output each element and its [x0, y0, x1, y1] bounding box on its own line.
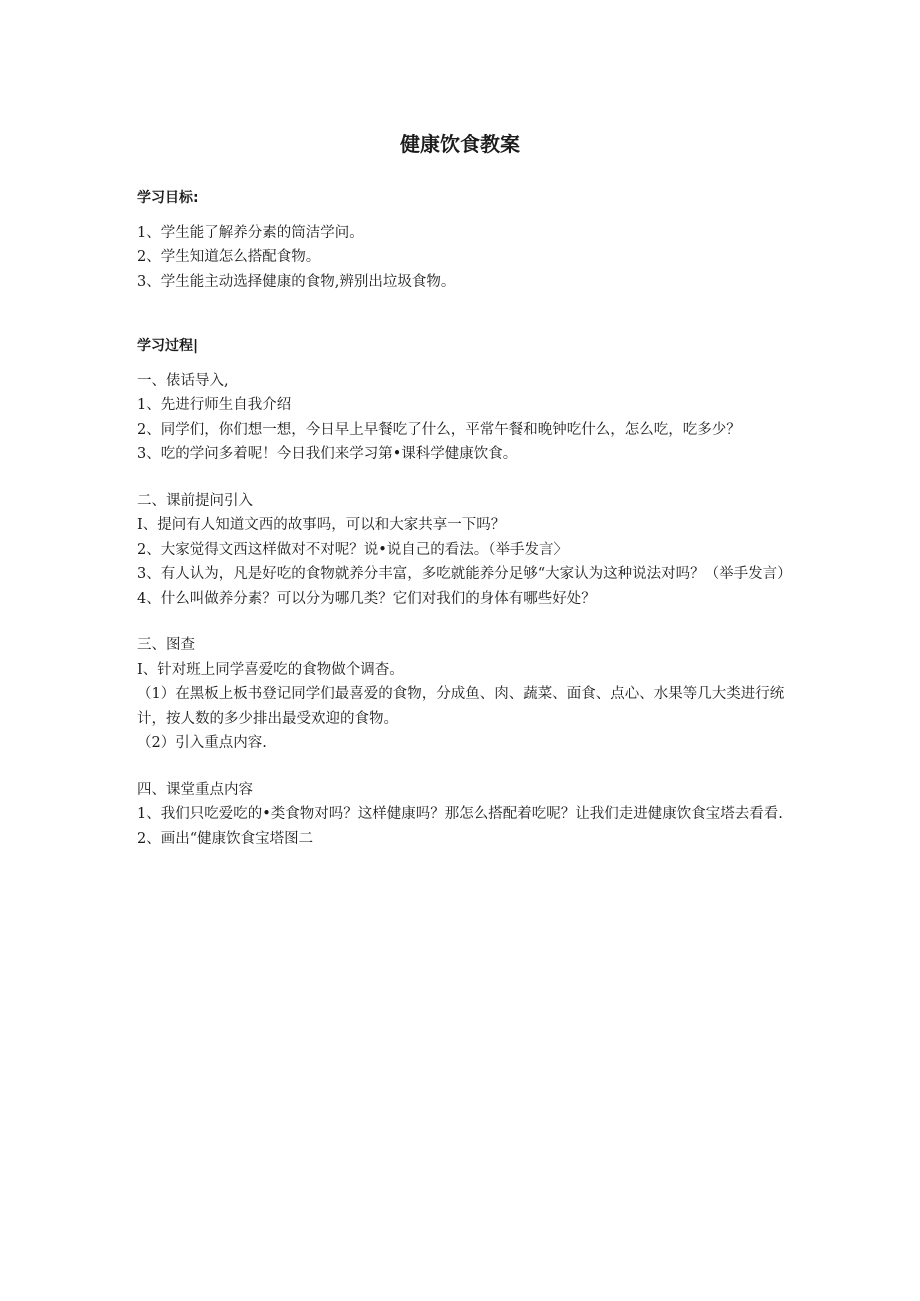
objective-item: 2、学生知道怎么搭配食物。 [137, 249, 321, 265]
section-line: 4、什么叫做养分素？可以分为哪几类？它们对我们的身体有哪些好处？ [137, 590, 596, 607]
objective-item: 3、学生能主动选择健康的食物,辨别出垃圾食物。 [137, 273, 456, 290]
section-line: 1、先进行师生自我介绍 [137, 397, 292, 413]
section-line: I、提问有人知道文西的故事吗，可以和大家共享一下吗？ [137, 517, 506, 533]
section-title: 四、课堂重点内容 [137, 781, 253, 798]
section-title: 二、课前提问引入 [137, 492, 253, 509]
section-line: （1）在黑板上板书登记同学们最喜爱的食物，分成鱼、肉、蔬菜、面食、点心、水果等几大类进行统计，按人数的多少排出最受欢迎的食物。 [137, 686, 785, 727]
section-key-content [137, 778, 787, 852]
section-questions [137, 489, 792, 612]
section-line: 2、画出“健康饮食宝塔图二 [137, 830, 314, 847]
section-line: 1、我们只吃爱吃的•类食物对吗？这样健康吗？那怎么搭配着吃呢？让我们走进健康饮食宝塔去看看. [137, 806, 783, 822]
section-survey [137, 633, 787, 756]
document-body [137, 186, 792, 851]
section-line: 3、有人认为，凡是好吃的食物就养分丰富，多吃就能养分足够“大家认为这种说法对吗？（举手发言） [137, 566, 792, 582]
process-heading: 学习过程| [137, 338, 199, 354]
document-title: 健康饮食教案 [400, 132, 520, 156]
objectives-heading: 学习目标: [137, 190, 199, 206]
section-title: 一、俵话导入, [137, 372, 229, 389]
section-line: （2）引入重点内容. [137, 735, 267, 751]
section-line: 2、同学们，你们想一想，今日早上早餐吃了什么，平常午餐和晚钟吃什么，怎么吃，吃多少？ [137, 421, 741, 438]
section-line: I、针对班上同学喜爱吃的食物做个调杳。 [137, 661, 404, 678]
objective-item: 1、学生能了解养分素的筒洁学问。 [137, 224, 364, 241]
section-intro [137, 369, 787, 467]
section-line: 3、吃的学问多着呢！今日我们来学习第•课科学健康饮食。 [137, 446, 518, 462]
section-line: 2、大家觉得文西这样做对不对呢？说•说自己的看法。（举手发言〉 [137, 541, 569, 558]
section-title: 三、图查 [137, 637, 195, 653]
